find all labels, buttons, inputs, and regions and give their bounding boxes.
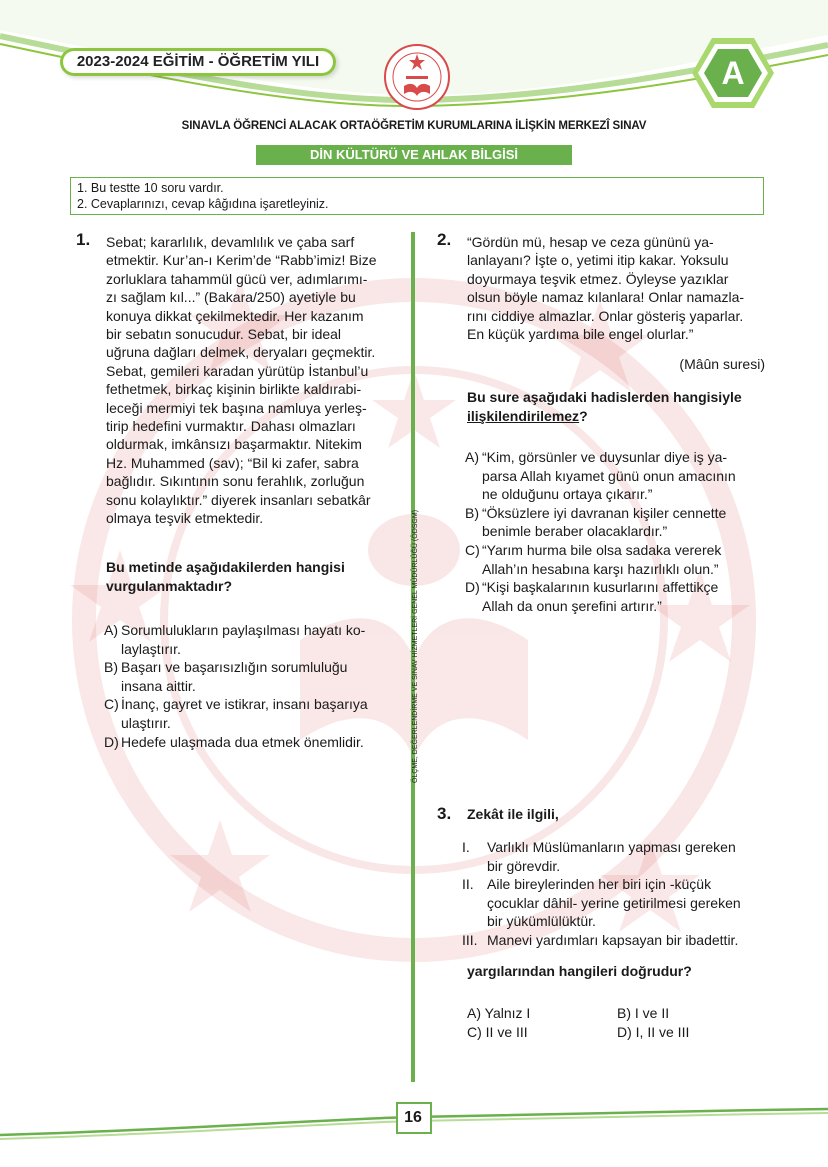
passage-line: oldurmak, imkânsızı başarmaktır. Nitekim xyxy=(106,436,362,453)
question-3-number: 3. xyxy=(437,804,452,823)
exam-title: SINAVLA ÖĞRENCİ ALACAK ORTAÖĞRETİM KURUMLARINA İLİŞKİN MERKEZÎ SINAV xyxy=(181,120,647,132)
answer-option-b[interactable] xyxy=(465,504,769,541)
passage-line: bağlıdır. Sıkıntının sonu ferahlık, zorluğun xyxy=(106,473,365,490)
option-text: “Kim, görsünler ve duysunlar diye iş ya- xyxy=(482,449,728,465)
passage-line: zı sağlam kıl...” (Bakara/250) ayetiyle bu xyxy=(106,289,356,306)
answer-option-c[interactable] xyxy=(467,1023,617,1042)
answer-option-d[interactable] xyxy=(617,1023,767,1042)
answer-option-b[interactable] xyxy=(617,1004,767,1023)
passage-line: bir sebatın sonucudur. Sebat, bir ideal xyxy=(106,326,342,343)
passage-line: Sebat, gemileri karadan yürütüp İstanbul’u xyxy=(106,362,369,379)
passage-line: “Gördün mü, hesap ve ceza gününü ya- xyxy=(467,234,714,250)
ministry-seal-logo xyxy=(382,42,452,112)
statement-roman: III. xyxy=(462,931,478,948)
passage-line: uğruna dağları delmek, deryaları geçmektir. xyxy=(106,344,376,361)
option-letter: B) xyxy=(104,659,118,676)
option-letter: D) xyxy=(617,1024,632,1041)
option-text: benimle beraber olacaklardır.” xyxy=(482,523,668,540)
option-text: Başarı ve başarısızlığın sorumluluğu xyxy=(121,659,348,676)
option-text: İnanç, gayret ve istikrar, insanı başarıya xyxy=(121,696,368,713)
option-letter: C) xyxy=(104,696,119,713)
passage-line: leceği mermiyi tek başına namluya yerleş- xyxy=(106,399,367,416)
option-text: laylaştırır. xyxy=(121,640,181,657)
option-text: I ve II xyxy=(634,1005,670,1021)
prompt-line: Bu metinde aşağıdakilerden hangisi xyxy=(106,559,345,575)
booklet-type-badge xyxy=(690,36,776,110)
prompt-line: ? xyxy=(579,408,588,424)
answer-option-c[interactable] xyxy=(465,541,769,578)
passage-line: fethetmek, birkaç kişinin birlikte kaldırabi- xyxy=(106,381,362,398)
question-3-prompt: yargılarından hangileri doğrudur? xyxy=(467,963,692,979)
option-letter: B) xyxy=(465,504,479,521)
option-text: I, II ve III xyxy=(635,1024,690,1041)
statement-text: çocuklar dâhil- yerine getirilmesi gereken xyxy=(487,894,741,911)
option-text: “Yarım hurma bile olsa sadaka vererek xyxy=(482,541,722,558)
prompt-line: Bu sure aşağıdaki hadislerden hangisiyle xyxy=(467,389,742,405)
question-3-options xyxy=(467,1004,767,1043)
page-number: 16 xyxy=(404,1109,422,1126)
question-1-passage xyxy=(106,233,406,528)
passage-line: lanlayanı? İşte o, yetimi itip kakar. Yoksulu xyxy=(467,252,729,269)
statement-item xyxy=(462,875,762,931)
option-text: “Kişi başkalarının kusurlarını affettikçe xyxy=(482,579,719,596)
passage-line: olsun böyle namaz kılanlara! Onlar namazla- xyxy=(467,289,745,306)
question-2-number: 2. xyxy=(437,230,452,249)
instruction-item: 1. Bu testte 10 soru vardır. xyxy=(77,181,224,195)
option-letter: A) xyxy=(467,1005,481,1021)
option-letter: C) xyxy=(467,1024,482,1041)
option-text: Sorumlulukların paylaşılması hayatı ko- xyxy=(121,622,366,638)
answer-option-a[interactable] xyxy=(467,1004,617,1023)
instructions-box xyxy=(70,177,764,215)
option-text: ulaştırır. xyxy=(121,714,171,731)
question-3-stem: Zekât ile ilgili, xyxy=(467,806,559,822)
prompt-emphasis: ilişkilendirilemez xyxy=(467,408,580,424)
passage-line: zorluklara tahammül gücü ver, adımlarımı- xyxy=(106,270,368,287)
statement-roman: I. xyxy=(462,839,470,855)
option-text: Yalnız I xyxy=(484,1005,531,1021)
statement-text: Aile bireylerinden her biri için -küçük xyxy=(487,876,712,893)
passage-line: konuya dikkat çekilmektedir. Her kazanım xyxy=(106,307,364,324)
statement-roman: II. xyxy=(462,876,474,893)
option-text: “Öksüzlere iyi davranan kişiler cennette xyxy=(482,504,727,521)
answer-option-c[interactable] xyxy=(104,695,408,732)
question-2-prompt xyxy=(467,388,767,426)
question-1-options xyxy=(104,621,408,751)
option-text: parsa Allah kıyamet günü onun amacının xyxy=(482,467,736,484)
passage-line: tirip hedefini vurmaktır. Dahası olmazları xyxy=(106,418,356,435)
statement-text: bir yükümlülüktür. xyxy=(487,913,596,930)
option-letter: C) xyxy=(465,541,480,558)
vertical-publisher-text: ÖLÇME, DEĞERLENDİRME VE SINAV HİZMETLERİ GENEL MÜDÜRLÜĞÜ (ÖDSGM) xyxy=(412,509,419,783)
question-2-source: (Mâûn suresi) xyxy=(679,356,765,372)
statement-text: Manevi yardımları kapsayan bir ibadettir. xyxy=(487,931,739,948)
instruction-item: 2. Cevaplarınızı, cevap kâğıdına işaretleyiniz. xyxy=(77,197,329,211)
question-1-prompt xyxy=(106,558,406,596)
passage-line: En küçük yardıma bile engel olurlar.” xyxy=(467,326,694,343)
statement-text: bir görevdir. xyxy=(487,857,561,874)
question-3-statements xyxy=(462,838,762,950)
answer-option-a[interactable] xyxy=(104,621,408,658)
question-2-options xyxy=(465,448,769,615)
option-letter: D) xyxy=(465,579,480,596)
question-2-passage xyxy=(467,233,767,343)
passage-line: Hz. Muhammed (sav); “Bil ki zafer, sabra xyxy=(106,454,359,471)
option-text: Allah da onun şerefini artırır.” xyxy=(482,597,662,614)
option-text: Allah’ın hesabına karşı hazırlıklı olun.” xyxy=(482,560,719,577)
statement-item xyxy=(462,931,762,950)
option-letter: D) xyxy=(104,733,119,750)
school-year-banner: 2023-2024 EĞİTİM - ÖĞRETİM YILI xyxy=(60,48,336,76)
passage-line: Sebat; kararlılık, devamlılık ve çaba sarf xyxy=(106,234,355,250)
passage-line: rını ciddiye almazlar. Onlar gösteriş yaparlar. xyxy=(467,307,744,324)
option-letter: A) xyxy=(465,449,479,465)
answer-option-a[interactable] xyxy=(465,448,769,504)
subject-title: DİN KÜLTÜRÜ VE AHLAK BİLGİSİ xyxy=(256,145,572,165)
option-text: Hedefe ulaşmada dua etmek önemlidir. xyxy=(121,733,364,750)
statement-text: Varlıklı Müslümanların yapması gereken xyxy=(487,839,736,855)
option-text: II ve III xyxy=(485,1024,528,1041)
answer-option-d[interactable] xyxy=(465,578,769,615)
question-1-number: 1. xyxy=(76,230,91,249)
statement-item xyxy=(462,838,762,875)
passage-line: etmektir. Kur’an-ı Kerim’de “Rabb’imiz! Bize xyxy=(106,252,377,269)
option-text: ne olduğunu ortaya çıkarır.” xyxy=(482,486,653,503)
option-letter: A) xyxy=(104,622,118,638)
option-text: insana aittir. xyxy=(121,677,196,694)
option-letter: B) xyxy=(617,1005,631,1021)
passage-line: sonu kolaylıktır.” diyerek insanları sebatkâr xyxy=(106,491,371,508)
answer-option-d[interactable] xyxy=(104,733,408,752)
prompt-line: vurgulanmaktadır? xyxy=(106,578,233,594)
booklet-letter: A xyxy=(721,55,745,91)
passage-line: olmaya teşvik etmektedir. xyxy=(106,510,264,527)
passage-line: doyurmaya teşvik etmez. Öyleyse yazıklar xyxy=(467,270,729,287)
answer-option-b[interactable] xyxy=(104,658,408,695)
